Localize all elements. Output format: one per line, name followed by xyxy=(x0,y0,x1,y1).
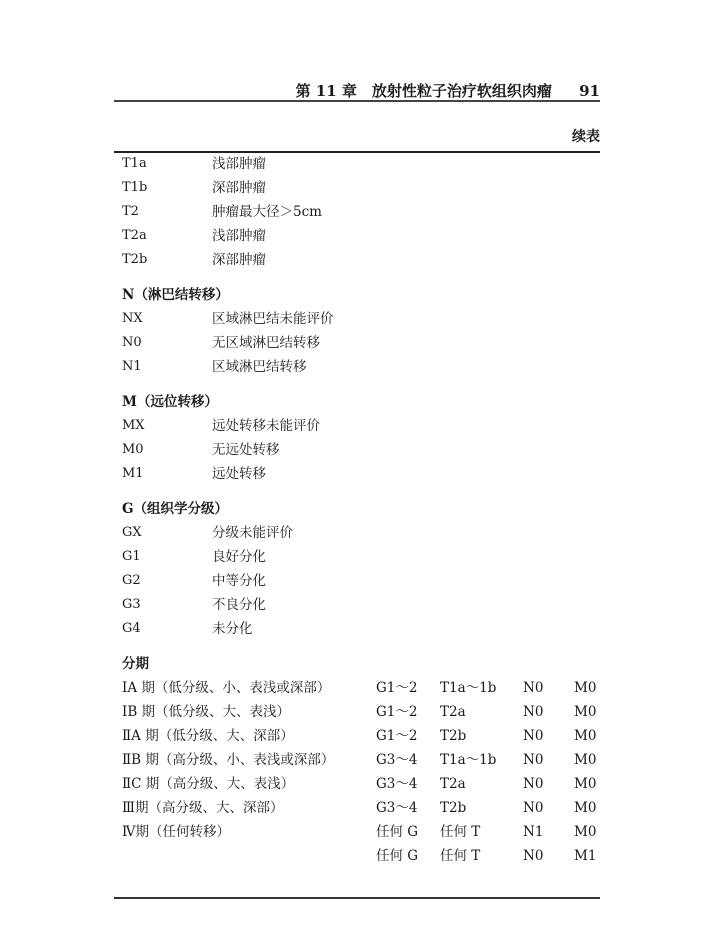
description-cell: 区域淋巴结转移 xyxy=(212,359,307,375)
staging-row xyxy=(122,724,600,748)
tumor-cell: T2b xyxy=(440,800,467,816)
description-cell: 远处转移 xyxy=(212,466,266,482)
code-cell: T2b xyxy=(122,252,148,267)
table-row xyxy=(122,152,600,176)
tumor-cell: 任何 T xyxy=(440,848,481,864)
table-row xyxy=(122,414,600,438)
metastasis-cell: M0 xyxy=(574,704,597,720)
stage-cell: ⅡA 期（低分级、大、深部） xyxy=(122,728,294,744)
description-cell: 浅部肿瘤 xyxy=(212,156,266,172)
metastasis-cell: M0 xyxy=(574,680,597,696)
section-title-g: G（组织学分级） xyxy=(122,501,229,517)
code-cell: T2 xyxy=(122,204,139,219)
table-row xyxy=(122,545,600,569)
stage-cell: ⅡC 期（高分级、大、表浅） xyxy=(122,776,295,792)
page-number: 91 xyxy=(579,82,600,100)
metastasis-cell: M1 xyxy=(574,848,597,864)
node-cell: N0 xyxy=(523,680,544,696)
tumor-cell: T2a xyxy=(440,704,466,720)
grade-cell: G3～4 xyxy=(376,800,418,816)
table-row xyxy=(122,176,600,200)
staging-row xyxy=(122,700,600,724)
stage-cell: ⅡB 期（高分级、小、表浅或深部） xyxy=(122,752,335,768)
header-rule xyxy=(114,100,600,102)
description-cell: 深部肿瘤 xyxy=(212,252,266,268)
table-row xyxy=(122,331,600,355)
grade-cell: 任何 G xyxy=(376,824,419,840)
grade-cell: G1～2 xyxy=(376,728,418,744)
staging-row xyxy=(122,748,600,772)
metastasis-cell: M0 xyxy=(574,824,597,840)
chapter-title: 第 11 章 放射性粒子治疗软组织肉瘤 xyxy=(295,82,552,100)
staging-row xyxy=(122,676,600,700)
section-title-n: N（淋巴结转移） xyxy=(122,287,229,303)
node-cell: N0 xyxy=(523,704,544,720)
code-cell: T1a xyxy=(122,156,147,171)
grade-cell: G3～4 xyxy=(376,752,418,768)
description-cell: 无远处转移 xyxy=(212,442,280,458)
code-cell: GX xyxy=(122,525,142,540)
tumor-cell: T2a xyxy=(440,776,466,792)
table-row xyxy=(122,248,600,272)
staging-row xyxy=(122,772,600,796)
table-row xyxy=(122,355,600,379)
table-row xyxy=(122,200,600,224)
running-header xyxy=(114,80,600,100)
description-cell: 无区域淋巴结转移 xyxy=(212,335,320,351)
stage-cell: ⅠA 期（低分级、小、表浅或深部） xyxy=(122,680,331,696)
node-cell: N1 xyxy=(523,824,544,840)
description-cell: 远处转移未能评价 xyxy=(212,418,320,434)
description-cell: 分级未能评价 xyxy=(212,525,293,541)
table-row xyxy=(122,307,600,331)
staging-table xyxy=(122,152,600,868)
table-row xyxy=(122,438,600,462)
node-cell: N0 xyxy=(523,848,544,864)
metastasis-cell: M0 xyxy=(574,752,597,768)
table-row xyxy=(122,569,600,593)
continued-label: 续表 xyxy=(572,129,600,145)
staging-row xyxy=(122,844,600,868)
code-cell: NX xyxy=(122,311,143,326)
node-cell: N0 xyxy=(523,800,544,816)
description-cell: 中等分化 xyxy=(212,573,266,589)
stage-cell: Ⅳ期（任何转移） xyxy=(122,824,230,840)
stage-cell: Ⅲ期（高分级、大、深部） xyxy=(122,800,284,816)
section-title-staging: 分期 xyxy=(122,656,149,672)
staging-row xyxy=(122,796,600,820)
tumor-cell: T1a～1b xyxy=(440,752,497,768)
section-title-m: M（远位转移） xyxy=(122,394,218,410)
description-cell: 不良分化 xyxy=(212,597,266,613)
description-cell: 深部肿瘤 xyxy=(212,180,266,196)
code-cell: G1 xyxy=(122,549,141,564)
metastasis-cell: M0 xyxy=(574,728,597,744)
metastasis-cell: M0 xyxy=(574,776,597,792)
table-row xyxy=(122,617,600,641)
description-cell: 肿瘤最大径＞5cm xyxy=(212,204,322,220)
tumor-cell: T1a～1b xyxy=(440,680,497,696)
table-row xyxy=(122,462,600,486)
table-row xyxy=(122,521,600,545)
description-cell: 浅部肿瘤 xyxy=(212,228,266,244)
node-cell: N0 xyxy=(523,776,544,792)
node-cell: N0 xyxy=(523,752,544,768)
code-cell: T1b xyxy=(122,180,148,195)
node-cell: N0 xyxy=(523,728,544,744)
code-cell: MX xyxy=(122,418,145,433)
code-cell: G4 xyxy=(122,621,141,636)
grade-cell: 任何 G xyxy=(376,848,419,864)
table-row xyxy=(122,224,600,248)
code-cell: M1 xyxy=(122,466,144,481)
code-cell: G3 xyxy=(122,597,141,612)
grade-cell: G1～2 xyxy=(376,704,418,720)
tumor-cell: 任何 T xyxy=(440,824,481,840)
grade-cell: G1～2 xyxy=(376,680,418,696)
code-cell: N0 xyxy=(122,335,142,350)
code-cell: M0 xyxy=(122,442,144,457)
code-cell: N1 xyxy=(122,359,142,374)
table-bottom-rule xyxy=(114,897,600,899)
tumor-cell: T2b xyxy=(440,728,467,744)
staging-row xyxy=(122,820,600,844)
stage-cell: ⅠB 期（低分级、大、表浅） xyxy=(122,704,291,720)
code-cell: G2 xyxy=(122,573,141,588)
grade-cell: G3～4 xyxy=(376,776,418,792)
metastasis-cell: M0 xyxy=(574,800,597,816)
table-row xyxy=(122,593,600,617)
description-cell: 区域淋巴结未能评价 xyxy=(212,311,334,327)
description-cell: 良好分化 xyxy=(212,549,266,565)
description-cell: 未分化 xyxy=(212,621,253,637)
code-cell: T2a xyxy=(122,228,147,243)
